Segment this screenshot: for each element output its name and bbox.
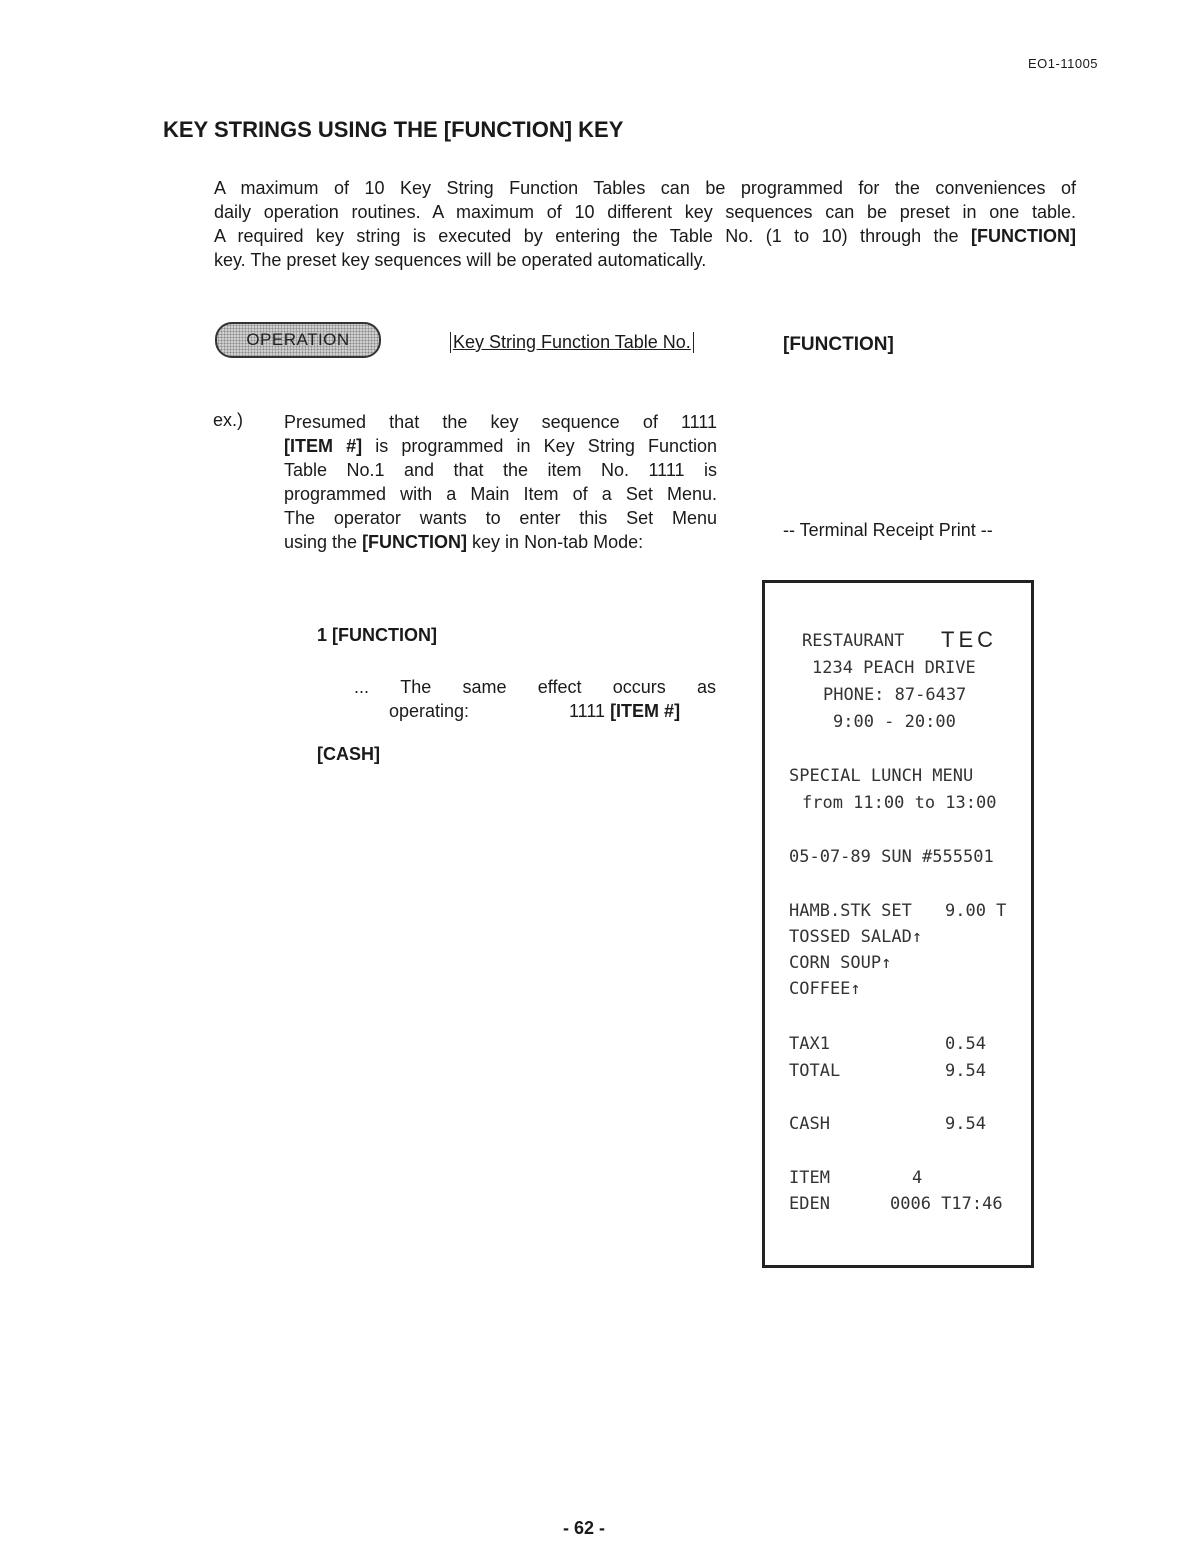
receipt-store-name: RESTAURANT <box>802 631 905 651</box>
receipt-item-name: COFFEE↑ <box>789 979 861 999</box>
example-label: ex.) <box>213 410 244 430</box>
function-key-ref: [FUNCTION] <box>362 532 468 552</box>
example-line <box>284 530 717 554</box>
example-line: programmed with a Main Item of a Set Menu. <box>284 484 717 504</box>
example-line: The operator wants to enter this Set Menu <box>284 508 717 528</box>
receipt-caption: -- Terminal Receipt Print -- <box>783 520 993 540</box>
operating-label: operating: <box>389 701 470 721</box>
terminal-receipt <box>762 580 1034 1268</box>
intro-line: daily operation routines. A maximum of 10 different key sequences can be preset in one table. <box>214 202 1076 222</box>
effect-note <box>354 675 716 723</box>
example-line: Table No.1 and that the item No. 1111 is <box>284 460 717 480</box>
receipt-promo-time: from 11:00 to 13:00 <box>802 793 997 813</box>
page-title: KEY STRINGS USING THE [FUNCTION] KEY <box>163 117 624 142</box>
receipt-hours: 9:00 - 20:00 <box>833 712 956 732</box>
effect-word: ... <box>354 677 370 697</box>
function-key-label: [FUNCTION] <box>783 334 894 355</box>
intro-text: A required key string is executed by entering the Table No. (1 to 10) through the <box>214 226 972 246</box>
receipt-total-value: 9.54 <box>945 1061 986 1081</box>
step-cash-key: [CASH] <box>317 744 380 764</box>
receipt-item-price: 9.00 T <box>945 901 1007 921</box>
effect-word: The <box>400 677 432 697</box>
step-function-key: 1 [FUNCTION] <box>317 625 437 645</box>
operation-badge: OPERATION <box>215 322 381 358</box>
example-paragraph <box>284 410 717 554</box>
receipt-brand-logo: TEC <box>941 627 997 652</box>
receipt-consecutive-no: 0006 T17:46 <box>890 1194 1003 1214</box>
receipt-promo-title: SPECIAL LUNCH MENU <box>789 766 974 786</box>
document-id: EO1-11005 <box>1028 56 1099 71</box>
receipt-item-count-label: ITEM <box>789 1168 830 1188</box>
example-line: Presumed that the key sequence of 1111 <box>284 412 717 432</box>
example-text: key in Non-tab Mode: <box>467 532 644 552</box>
key-string-table-box: Key String Function Table No. <box>450 332 694 353</box>
receipt-item-name: HAMB.STK SET <box>789 901 912 921</box>
receipt-total-label: TOTAL <box>789 1061 841 1081</box>
example-line <box>284 434 717 458</box>
effect-word: occurs <box>612 677 666 697</box>
item-key-ref: [ITEM #] <box>284 436 363 456</box>
receipt-tax-value: 0.54 <box>945 1034 986 1054</box>
receipt-date-line: 05-07-89 SUN #555501 <box>789 847 994 867</box>
effect-word: same <box>462 677 507 697</box>
receipt-tax-label: TAX1 <box>789 1034 830 1054</box>
item-key-ref: [ITEM #] <box>610 701 681 721</box>
operating-value: 1111 <box>569 701 606 721</box>
function-key-ref: [FUNCTION] <box>971 226 1076 246</box>
intro-line: A maximum of 10 Key String Function Tables can be programmed for the conveniences of <box>214 178 1076 198</box>
effect-word: effect <box>537 677 582 697</box>
intro-line: key. The preset key sequences will be operated automatically. <box>214 250 707 270</box>
example-text: using the <box>284 532 363 552</box>
receipt-cash-value: 9.54 <box>945 1114 986 1134</box>
receipt-phone: PHONE: 87-6437 <box>823 685 967 705</box>
receipt-clerk: EDEN <box>789 1194 830 1214</box>
receipt-address: 1234 PEACH DRIVE <box>812 658 976 678</box>
receipt-item-name: TOSSED SALAD↑ <box>789 927 923 947</box>
effect-word: as <box>696 677 716 697</box>
intro-line <box>214 224 1076 248</box>
receipt-item-name: CORN SOUP↑ <box>789 953 892 973</box>
receipt-item-count-value: 4 <box>912 1168 923 1188</box>
receipt-cash-label: CASH <box>789 1114 830 1134</box>
page-number: - 62 - <box>563 1518 606 1538</box>
intro-paragraph <box>214 176 1076 272</box>
example-text: is programmed in Key String Function <box>362 436 717 456</box>
